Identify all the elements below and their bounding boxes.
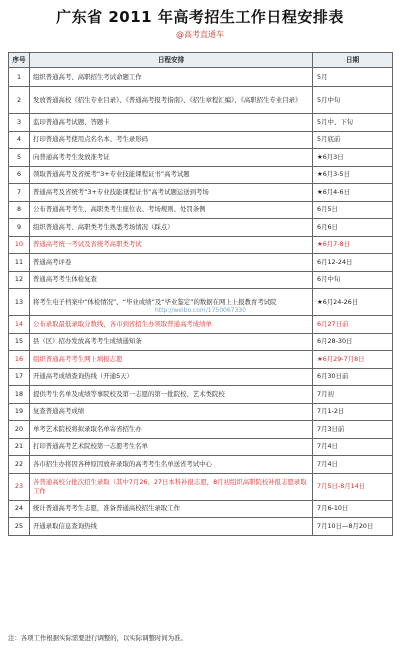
row-number: 10 — [9, 236, 30, 254]
row-date: 7月4日 — [313, 438, 393, 456]
row-date: ★6月29-7月8日 — [313, 351, 393, 369]
table-row — [9, 403, 393, 421]
row-date: ★6月3-5日 — [313, 166, 393, 184]
column-header-no: 序号 — [9, 53, 30, 68]
row-date: 5月 — [313, 68, 393, 87]
column-header-date: 日期 — [313, 53, 393, 68]
row-date: 7月6-10日 — [313, 500, 393, 518]
row-number: 1 — [9, 68, 30, 87]
table-row — [9, 166, 393, 184]
table-row — [9, 333, 393, 351]
row-task: 统计普通高考考生志愿，准备普通高校招生录取工作 — [30, 500, 313, 518]
table-row — [9, 219, 393, 237]
row-number: 3 — [9, 114, 30, 132]
table-row — [9, 421, 393, 439]
row-task: 将考生电子档案中“体检情况”、“毕业成绩”及“毕业鉴定”的数据在网上上报教育考试院 — [30, 289, 313, 316]
row-task: 各普通高校分批次招生录取（其中7月26、27日本科补报志愿，8月初组织高职院校补报志愿录取工作 — [30, 473, 313, 500]
row-task: 组织普通高考、高职类考生熟悉考场情况（踩点） — [30, 219, 313, 237]
row-number: 2 — [9, 87, 30, 114]
row-task: 开通高考成绩查询热线（开通5天） — [30, 368, 313, 386]
row-number: 5 — [9, 149, 30, 167]
row-task: 普通高考及省统考“3+专业技能课程证书”高考试题运送到考场 — [30, 184, 313, 202]
row-task: 监印普通高考试题、答题卡 — [30, 114, 313, 132]
page-title: 广东省 2011 年高考招生工作日程安排表 — [56, 8, 344, 26]
row-task: 复查普通高考成绩 — [30, 403, 313, 421]
source-credit: @高考直通车 — [176, 30, 224, 39]
table-row — [9, 131, 393, 149]
row-number: 8 — [9, 201, 30, 219]
table-row — [9, 351, 393, 369]
row-task: 打印普通高考使用点名名本、考生录形码 — [30, 131, 313, 149]
table-row — [9, 271, 393, 289]
table-row — [9, 456, 393, 474]
row-task: 发放普通高校《招生专业目录》、《普通高考报考指南》、《招生章程汇编》、《高职招生专业目录》 — [30, 87, 313, 114]
row-date: 7月4日 — [313, 456, 393, 474]
row-number: 17 — [9, 368, 30, 386]
row-task: 提供考生名单及成绩等事院校及第一志愿的第一批院校、艺术类院校 — [30, 386, 313, 404]
row-number: 24 — [9, 500, 30, 518]
table-row — [9, 149, 393, 167]
schedule-table-body — [9, 68, 393, 536]
table-row — [9, 184, 393, 202]
row-task: 组织普通高考考生网上填报志愿 — [30, 351, 313, 369]
row-number: 4 — [9, 131, 30, 149]
row-task: 打印普通高考艺术院校第一志愿考生名单 — [30, 438, 313, 456]
row-task: 普通高考考生体检复查 — [30, 271, 313, 289]
row-task: 单考艺术院校将拟录取名单寄省招生办 — [30, 421, 313, 439]
row-date: 5月底前 — [313, 131, 393, 149]
row-number: 14 — [9, 316, 30, 334]
row-date: ★6月4-6日 — [313, 184, 393, 202]
row-date: 5月中、下旬 — [313, 114, 393, 132]
row-date: 6月5日 — [313, 201, 393, 219]
row-number: 20 — [9, 421, 30, 439]
row-date: 6月12-24日 — [313, 254, 393, 272]
table-row — [9, 87, 393, 114]
row-task: 普通高考统一考试及省统考高职类考试 — [30, 236, 313, 254]
row-date: 6月27日前 — [313, 316, 393, 334]
table-header-row — [9, 53, 393, 68]
row-number: 6 — [9, 166, 30, 184]
row-date: ★6月7-8日 — [313, 236, 393, 254]
row-date: 7月1-2日 — [313, 403, 393, 421]
row-number: 11 — [9, 254, 30, 272]
schedule-table — [8, 52, 393, 536]
table-row — [9, 316, 393, 334]
row-date: 6月28-30日 — [313, 333, 393, 351]
footer-note: 注：各项工作根据实际需要进行调整的，以实际调整时间为准。 — [8, 634, 187, 642]
table-row — [9, 473, 393, 500]
row-number: 15 — [9, 333, 30, 351]
row-task: 公布录取最低录取分数线，各市到省招生办领取普通高考成绩单 — [30, 316, 313, 334]
row-task: 开通录取信息查询热线 — [30, 518, 313, 536]
row-task: 公布普通高考考生、高职类考生座位表、考场规则、处罚条例 — [30, 201, 313, 219]
row-date: 6月中旬 — [313, 271, 393, 289]
row-task: 向普通高考考生发放准考证 — [30, 149, 313, 167]
row-number: 19 — [9, 403, 30, 421]
row-task: 组织普通高考、高职招生考试命题工作 — [30, 68, 313, 87]
row-date: 7月10日—8月20日 — [313, 518, 393, 536]
row-task: 各市招生办将因各种原因放弃录取的高考考生名单送省考试中心 — [30, 456, 313, 474]
row-date: ★6月3日 — [313, 149, 393, 167]
row-number: 18 — [9, 386, 30, 404]
table-row — [9, 518, 393, 536]
row-number: 16 — [9, 351, 30, 369]
row-number: 25 — [9, 518, 30, 536]
table-row — [9, 368, 393, 386]
row-number: 9 — [9, 219, 30, 237]
table-row — [9, 386, 393, 404]
row-number: 12 — [9, 271, 30, 289]
row-task: 普通高考评卷 — [30, 254, 313, 272]
row-date: ★6月24-26日 — [313, 289, 393, 316]
table-row — [9, 68, 393, 87]
row-number: 21 — [9, 438, 30, 456]
row-date: 5月中旬 — [313, 87, 393, 114]
row-number: 7 — [9, 184, 30, 202]
table-row — [9, 254, 393, 272]
row-date: 7月3日前 — [313, 421, 393, 439]
row-task: 县（区）招办发放高考考生成绩通知条 — [30, 333, 313, 351]
table-row — [9, 114, 393, 132]
row-date: 7月5日-8月14日 — [313, 473, 393, 500]
row-number: 13 — [9, 289, 30, 316]
column-header-task: 日程安排 — [30, 53, 313, 68]
table-row — [9, 438, 393, 456]
table-row — [9, 201, 393, 219]
weibo-watermark: http://weibo.com/1750067330 — [155, 307, 246, 314]
row-number: 22 — [9, 456, 30, 474]
table-row — [9, 500, 393, 518]
row-date: 6月6日 — [313, 219, 393, 237]
row-task: 领取普通高考及省统考“3+专业技能课程证书”高考试题 — [30, 166, 313, 184]
row-date: 7月初 — [313, 386, 393, 404]
row-date: 6月30日前 — [313, 368, 393, 386]
row-number: 23 — [9, 473, 30, 500]
table-row — [9, 236, 393, 254]
